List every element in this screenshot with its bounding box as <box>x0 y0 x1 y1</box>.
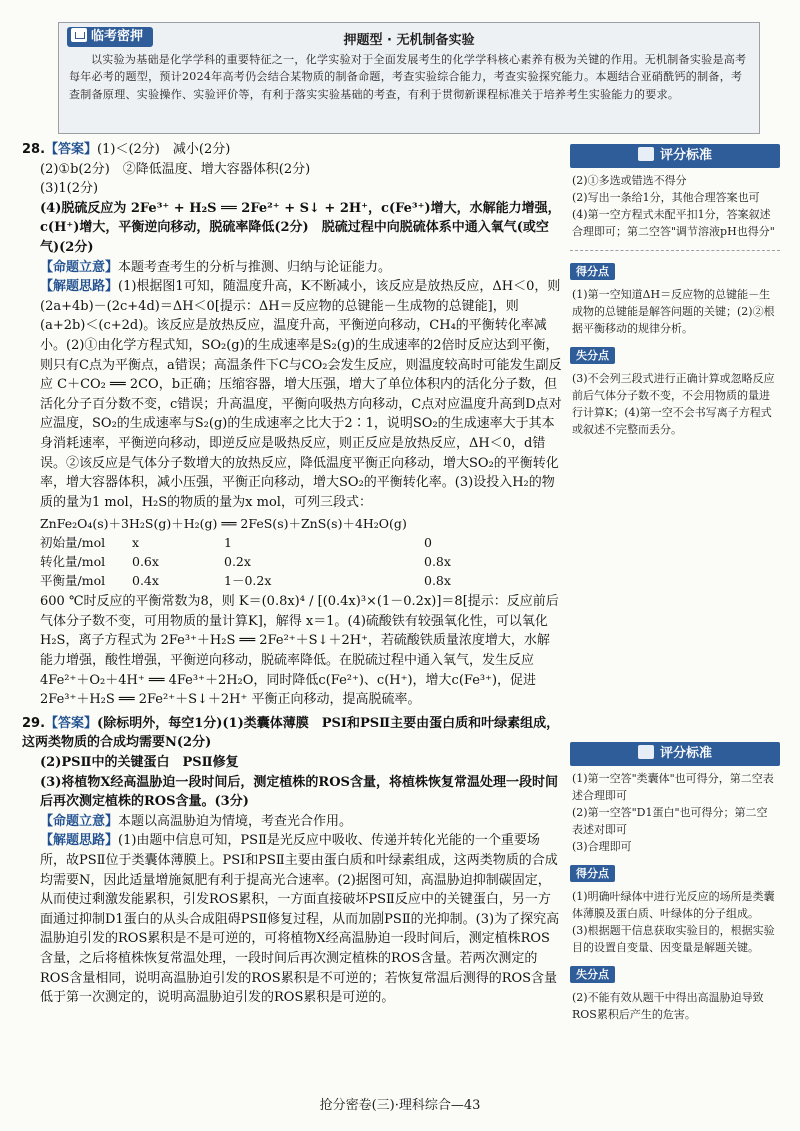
answer-column <box>22 140 562 1008</box>
question-number-28: 28. <box>22 142 46 157</box>
scoring-header: 评分标准 <box>570 742 780 766</box>
lose-point-text: (3)不会列三段式进行正确计算或忽略反应前后气体分子数不变，不会用物质的量进行计算K；(4)第一空不会书写离子方程式或叙述不完整而丢分。 <box>572 372 775 436</box>
intent-tag: 【命题立意】 <box>40 259 119 275</box>
badge-label: 临考密押 <box>91 29 144 44</box>
answer-tag: 【答案】 <box>45 715 98 731</box>
reasoning-tag: 【解题思路】 <box>40 279 119 295</box>
forecast-title: 押题型 · 无机制备实验 <box>343 33 475 48</box>
three-stage-table <box>22 514 562 590</box>
equilibrium-equation: ZnFe₂O₄(s)＋3H₂S(g)＋H₂(g) ══ 2FeS(s)＋ZnS(s)＋4H₂O(g) <box>40 516 407 532</box>
table-row: 初始量/mol x 1 0 <box>40 535 432 551</box>
score-point-text: (1)明确叶绿体中进行光反应的场所是类囊体薄膜及蛋白质、叶绿体的分子组成。 (3)根据题干信息获取实验目的，根据实验目的设置自变量、因变量是解题关键。 <box>572 890 775 954</box>
table-row: 平衡量/mol 0.4x 1－0.2x 0.8x <box>40 573 451 589</box>
q29-reasoning: (1)由题中信息可知，PSⅡ是光反应中吸收、传递并转化光能的一个重要场所，故PSⅡ位于类囊体薄膜上。PSⅠ和PSⅡ主要由蛋白质和叶绿素组成，这两类物质的合成均需要N，因此适量增施氮肥有利于提高光合速率。(2)据图可知，高温胁迫抑制碳固定，从而使过剩激发能累积，引发ROS累积，一方面直接破坏PSⅡ反应中的关键蛋白，另一方面通过抑制D1蛋白的从头合成阻碍PSⅡ修复过程，从而加剧PSⅡ的光抑制。(3)为了探究高温胁迫引发的ROS累积是不是可逆的，可将植物X经高温胁迫一段时间后，测定植株ROS含量，之后将植株恢复常温处理，一段时间后再次测定植株的ROS含量。若两次测定的ROS含量相同，说明高温胁迫引发的ROS累积是不可逆的；若恢复常温后测得的ROS含量低于第一次测定的，说明高温胁迫引发的ROS累积是可逆的。 <box>40 833 560 1006</box>
q28-answer-3: (3)1(2分) <box>40 181 99 197</box>
q28-answer-1: (1)＜(2分) 减小(2分) <box>97 142 231 157</box>
scoring-text: (2)①多选或错选不得分 (2)写出一条给1分，其他合理答案也可 (4)第一空方程式未配平扣1分，答案叙述合理即可；第二空答"调节溶液pH也得分" <box>572 174 775 238</box>
q29-intent: 本题以高温胁迫为情境，考查光合作用。 <box>118 813 353 829</box>
scoring-sidebar-28 <box>570 144 780 442</box>
reasoning-tag: 【解题思路】 <box>40 833 119 849</box>
scoring-icon <box>638 745 654 759</box>
lose-point-label: 失分点 <box>570 966 615 983</box>
intent-tag: 【命题立意】 <box>40 813 119 829</box>
q28-answer-4: (4)脱硫反应为 2Fe³⁺ + H₂S ══ 2Fe²⁺ + S↓ + 2H⁺，c(Fe³⁺)增大，水解能力增强，c(H⁺)增大，平衡逆向移动，脱硫率降低(2分) 脱硫过程中向脱硫体系中通入氧气(或空气)(2分) <box>40 200 561 255</box>
forecast-body: 以实验为基础是化学学科的重要特征之一，化学实验对于全面发展考生的化学学科核心素养有极为关键的作用。无机制备实验是高考每年必考的题型，预计2024年高考仍会结合某物质的制备命题，考查实验综合能力，考查实验探究能力。本题结合亚硝酰钙的制备，考查制备原理、实验操作、实验评价等，有利于落实实验基础的考查，有利于贯彻新课程标准关于培养考生实验能力的要求。 <box>69 53 747 101</box>
score-point-text: (1)第一空知道ΔH＝反应物的总键能－生成物的总键能是解答问题的关键；(2)②根据平衡移动的规律分析。 <box>572 288 775 335</box>
q28-reasoning-2: 600 ℃时反应的平衡常数为8，则 K＝(0.8x)⁴ / [(0.4x)³×(1－0.2x)]＝8[提示：反应前后气体分子数不变，可用物质的量计算K]，解得 x＝1。(4)硫酸铁有较强氧化性，可以氧化H₂S，离子方程式为 2Fe³⁺＋H₂S ══ 2Fe²⁺＋S↓＋2H⁺，若硫酸铁质量浓度增大，水解能力增强，酸性增强，平衡逆向移动，脱硫率降低。在脱硫过程中通入氧气，发生反应 4Fe²⁺＋O₂＋4H⁺ ══ 4Fe³⁺＋2H₂O，同时降低c(Fe²⁺)、c(H⁺)，增大c(Fe³⁺)，促进 2Fe³⁺＋H₂S ══ 2Fe²⁺＋S↓＋2H⁺ 平衡正向移动，提高脱硫率。 <box>40 594 559 708</box>
q28-intent: 本题考查考生的分析与推测、归纳与论证能力。 <box>118 259 392 275</box>
exam-forecast-box <box>58 22 760 134</box>
divider <box>570 250 780 251</box>
scoring-sidebar-29 <box>570 742 780 1027</box>
q28-reasoning-1: (1)根据图1可知，随温度升高，K不断减小，该反应是放热反应，ΔH＜0，则(2a+4b)－(2c+4d)＝ΔH＜0[提示：ΔH＝反应物的总键能－生成物的总键能]，则(a+2b)＜(c+2d)。该反应是放热反应，温度升高，平衡逆向移动，CH₄的平衡转化率减小。(2)①由化学方程式知，SO₂(g)的生成速率是S₂(g)的生成速率的2倍时反应达到平衡，则只有C点为平衡点，a错误；高温条件下C与CO₂会发生反应，则温度较高时可能发生副反应 C＋CO₂ ══ 2CO，b正确；压缩容器，增大压强，增大了单位体积内的活化分子数，但活化分子百分数不变，c错误；升高温度，平衡向吸热方向移动，C点对应温度升高到D点对应温度，SO₂的生成速率与S₂(g)的生成速率之比大于2∶1，说明SO₂的生成速率大于其本身消耗速率，平衡逆向移动，即逆反应是吸热反应，则正反应是放热反应，ΔH＜0，d错误。②该反应是气体分子数增大的放热反应，降低温度平衡正向移动，增大SO₂的平衡转化率，增大容器体积，减小压强，平衡正向移动，增大SO₂的平衡转化率。(3)设投入H₂的物质的量为1 mol，H₂S的物质的量为x mol，可列三段式： <box>40 279 562 510</box>
table-row: 转化量/mol 0.6x 0.2x 0.8x <box>40 554 451 570</box>
scoring-icon <box>638 147 654 161</box>
q28-answer-2: (2)①b(2分) ②降低温度、增大容器体积(2分) <box>40 161 311 177</box>
question-number-29: 29. <box>22 715 46 731</box>
score-point-label: 得分点 <box>570 263 615 280</box>
q29-answer-1: (除标明外，每空1分)(1)类囊体薄膜 PSⅠ和PSⅡ主要由蛋白质和叶绿素组成，这两类物质的合成均需要N(2分) <box>22 715 560 751</box>
lose-point-label: 失分点 <box>570 347 615 364</box>
lose-point-text: (2)不能有效从题干中得出高温胁迫导致ROS累积后产生的危害。 <box>572 991 764 1021</box>
page-footer: 抢分密卷(三)·理科综合—43 <box>319 1098 481 1113</box>
scoring-text: (1)第一空答"类囊体"也可得分，第二空表述合理即可 (2)第一空答"D1蛋白"也可得分；第二空表述对即可 (3)合理即可 <box>572 772 774 853</box>
q29-answer-3: (3)将植物X经高温胁迫一段时间后，测定植株的ROS含量，将植株恢复常温处理一段时间后再次测定植株的ROS含量。(3分) <box>40 774 558 810</box>
q29-answer-2: (2)PSⅡ中的关键蛋白 PSⅡ修复 <box>40 755 239 771</box>
answer-tag: 【答案】 <box>45 142 98 157</box>
score-point-label: 得分点 <box>570 865 615 882</box>
scoring-header: 评分标准 <box>570 144 780 168</box>
